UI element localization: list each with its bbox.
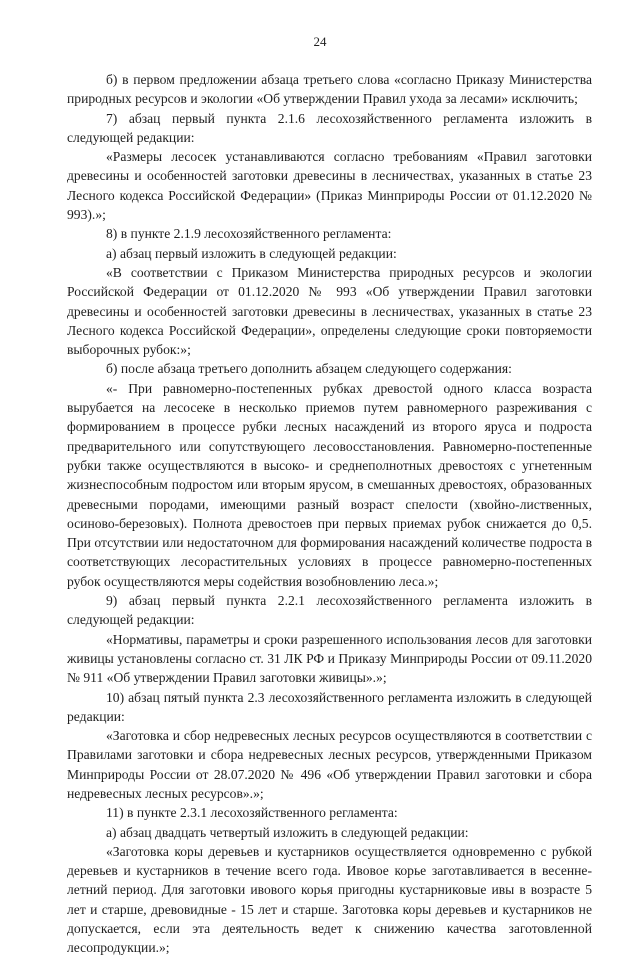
document-body — [67, 70, 592, 958]
paragraph: «Заготовка и сбор недревесных лесных ресурсов осуществляются в соответствии с Правилами заготовки и сбора недревесных лесных ресурсов, утвержденными Приказом Минприроды России от 28.07.2020 № 496 «Об утверждении Правил заготовки и сбора недревесных лесных ресурсов».»; — [67, 728, 592, 801]
paragraph: 11) в пункте 2.3.1 лесохозяйственного регламента: — [106, 805, 398, 821]
paragraph: 9) абзац первый пункта 2.2.1 лесохозяйственного регламента изложить в следующей редакции: — [67, 593, 592, 628]
paragraph: «Заготовка коры деревьев и кустарников осуществляется одновременно с рубкой деревьев и кустарников в течение всего года. Ивовое корье заготавливается в весенне-летний период. Для заготовки ивового корья пригодны кустарниковые ивы в возрасте 5 лет и старше, древовидные - 15 лет и старше. Заготовка коры деревьев и кустарников не допускается, если эта деятельность ведет к снижению качества заготовленной лесопродукции.»; — [67, 843, 592, 956]
paragraph: 7) абзац первый пункта 2.1.6 лесохозяйственного регламента изложить в следующей редакции: — [67, 110, 592, 145]
paragraph: «В соответствии с Приказом Министерства природных ресурсов и экологии Российской Федерации от 01.12.2020 № 993 «Об утверждении Правил заготовки древесины и особенностей заготовки древесины в лесничествах, указанных в статье 23 Лесного кодекса Российской Федерации», определены следующие сроки повторяемости выборочных рубок:»; — [67, 264, 592, 358]
paragraph: 8) в пункте 2.1.9 лесохозяйственного регламента: — [106, 226, 392, 242]
paragraph: а) абзац двадцать четвертый изложить в следующей редакции: — [106, 824, 469, 840]
paragraph: «Размеры лесосек устанавливаются согласно требованиям «Правил заготовки древесины и особенностей заготовки древесины в лесничествах, указанных в статье 23 Лесного кодекса Российской Федерации» (Приказ Минприроды России от 01.12.2020 № 993).»; — [67, 149, 592, 223]
paragraph: б) в первом предложении абзаца третьего слова «согласно Приказу Министерства природных ресурсов и экологии «Об утверждении Правил ухода за лесами» исключить; — [67, 72, 592, 107]
paragraph: 10) абзац пятый пункта 2.3 лесохозяйственного регламента изложить в следующей редакции: — [67, 689, 592, 724]
page-number: 24 — [313, 34, 327, 49]
paragraph: б) после абзаца третьего дополнить абзацем следующего содержания: — [106, 361, 512, 377]
paragraph: а) абзац первый изложить в следующей редакции: — [106, 245, 397, 261]
paragraph: «Нормативы, параметры и сроки разрешенного использования лесов для заготовки живицы установлены согласно ст. 31 ЛК РФ и Приказу Минприроды России от 09.11.2020 № 911 «Об утверждении Правил заготовки живицы».»; — [67, 631, 592, 686]
paragraph: «- При равномерно-постепенных рубках древостой одного класса возраста вырубается на лесосеке в несколько приемов путем равномерного разреживания с формированием в процессе рубки лесных насаждений из второго яруса и подроста предварительного или сопутствующего лесовосстановления. Равномерно-постепенные рубки также осуществляются в высоко- и среднеполнотных древостоях с угнетенным жизнеспособным подростом или вторым ярусом, в смешанных древостоях, образованных древесными породами, имеющими разный возраст спелости (хвойно-лиственных, осиново-березовых). Полнота древостоев при первых приемах рубок снижается до 0,5. При отсутствии или недостаточном для формирования насаждений количестве подроста в соответствующих лесорастительных условиях в процессе равномерно-постепенных рубок осуществляются меры содействия возобновлению леса.»; — [67, 380, 592, 589]
